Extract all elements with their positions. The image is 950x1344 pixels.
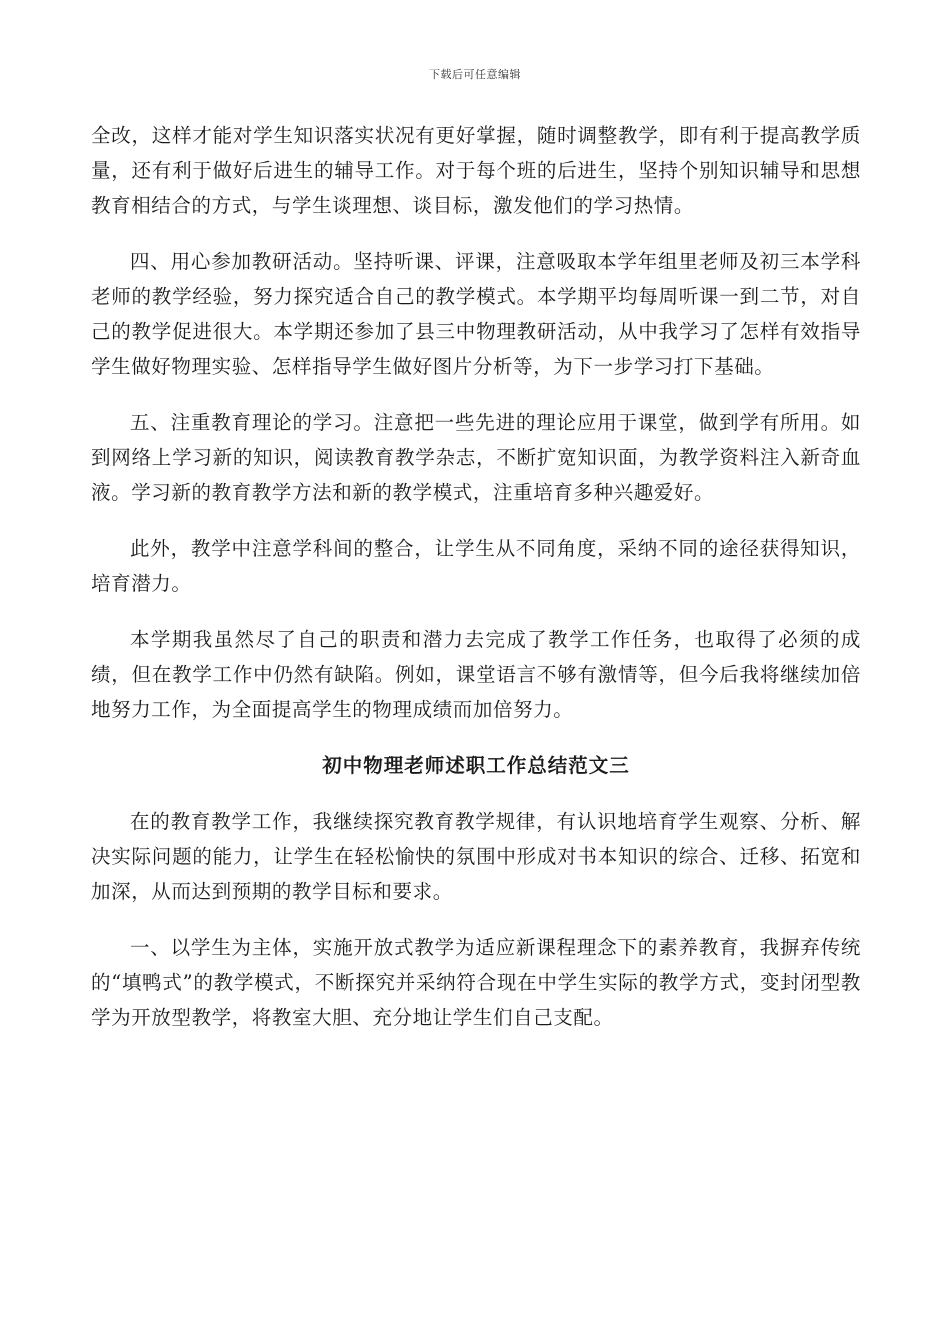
paragraph-section-intro: 在的教育教学工作，我继续探究教育教学规律，有认识地培育学生观察、分析、解决实际问题的能力，让学生在轻松愉快的氛围中形成对书本知识的综合、迁移、拓宽和加深，从而达到预期的教学目标和要求。 bbox=[91, 810, 861, 903]
paragraph-self-assessment: 本学期我虽然尽了自己的职责和潜力去完成了教学工作任务，也取得了必须的成绩，但在教学工作中仍然有缺陷。例如，课堂语言不够有激情等，但今后我将继续加倍地努力工作，为全面提高学生的物理成绩而加倍努力。 bbox=[91, 628, 861, 721]
paragraph-teaching-research: 四、用心参加教研活动。坚持听课、评课，注意吸取本学年组里老师及初三本学科老师的教学经验，努力探究适合自己的教学模式。本学期平均每周听课一到二节，对自己的教学促进很大。本学期还参加了县三中物理教研活动，从中我学习了怎样有效指导学生做好物理实验、怎样指导学生做好图片分析等，为下一步学习打下基础。 bbox=[91, 250, 861, 378]
paragraph-student-centered: 一、以学生为主体，实施开放式教学为适应新课程理念下的素养教育，我摒弃传统的“填鸭式”的教学模式，不断探究并采纳符合现在中学生实际的教学方式，变封闭型教学为开放型教学，将教室大胆、充分地让学生们自己支配。 bbox=[91, 936, 861, 1029]
page-header-note: 下载后可任意编辑 bbox=[429, 68, 521, 81]
paragraph-education-theory: 五、注重教育理论的学习。注意把一些先进的理论应用于课堂，做到学有所用。如到网络上学习新的知识，阅读教育教学杂志，不断扩宽知识面，为教学资料注入新奇血液。学习新的教育教学方法和新的教学模式，注重培育多种兴趣爱好。 bbox=[91, 411, 861, 504]
section-title: 初中物理老师述职工作总结范文三 bbox=[322, 754, 630, 777]
document-body bbox=[91, 118, 861, 1056]
paragraph-continued: 全改，这样才能对学生知识落实状况有更好掌握，随时调整教学，即有利于提高教学质量，还有利于做好后进生的辅导工作。对于每个班的后进生，坚持个别知识辅导和思想教育相结合的方式，与学生谈理想、谈目标，激发他们的学习热情。 bbox=[91, 124, 861, 217]
paragraph-subject-integration: 此外，教学中注意学科间的整合，让学生从不同角度，采纳不同的途径获得知识，培育潜力。 bbox=[91, 537, 861, 595]
